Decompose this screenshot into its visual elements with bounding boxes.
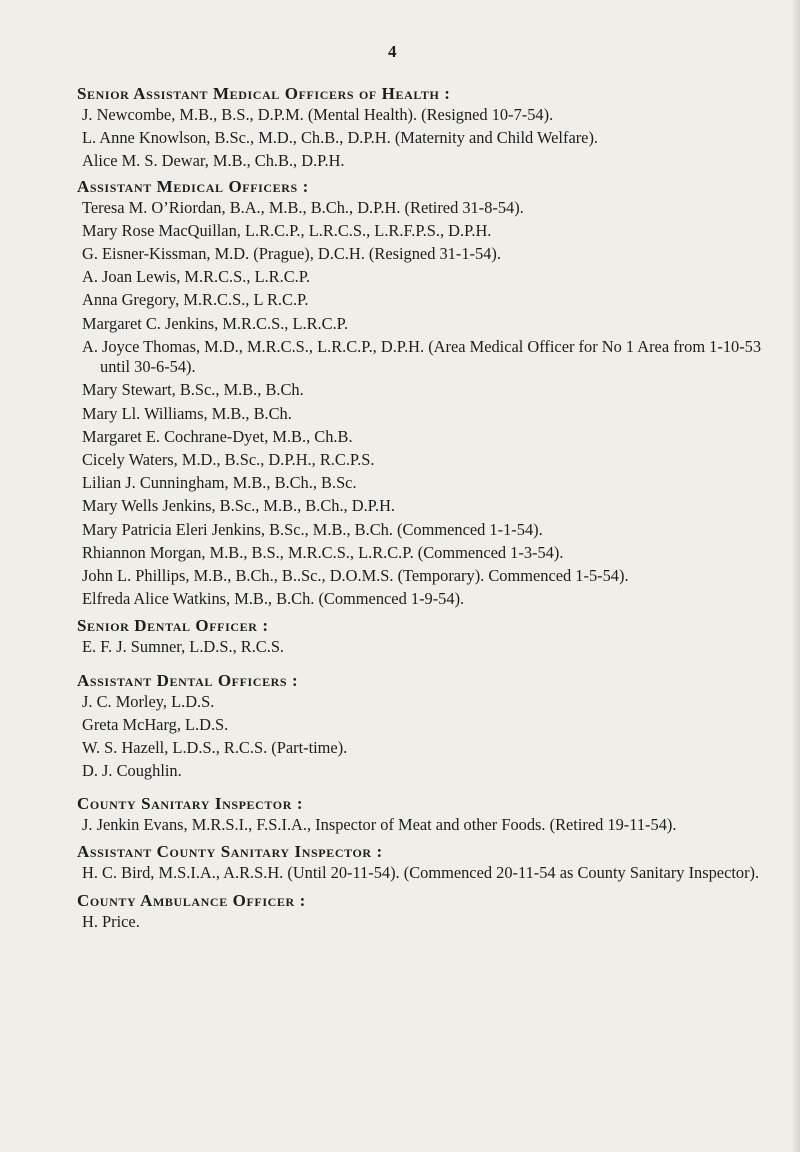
- section-heading: County Sanitary Inspector :: [77, 794, 304, 814]
- staff-entry: Lilian J. Cunningham, M.B., B.Ch., B.Sc.: [82, 473, 357, 493]
- staff-entry: Mary Ll. Williams, M.B., B.Ch.: [82, 403, 292, 423]
- staff-entry: J. Newcombe, M.B., B.S., D.P.M. (Mental Health). (Resigned 10-7-54).: [82, 105, 554, 124]
- section-assistant-county-sanitary-inspector: [77, 840, 777, 884]
- staff-entry: Margaret C. Jenkins, M.R.C.S., L.R.C.P.: [82, 313, 349, 333]
- staff-entry: A. Joyce Thomas, M.D., M.R.C.S., L.R.C.P., D.P.H. (Area Medical Officer for No 1 Area from 1-10-53 until 30-6-54).: [82, 336, 762, 377]
- section-heading: Assistant Dental Officers :: [77, 670, 299, 690]
- section-heading: Senior Assistant Medical Officers of Health :: [77, 84, 451, 103]
- section-heading: Assistant County Sanitary Inspector :: [77, 842, 383, 862]
- section-county-sanitary-inspector: [77, 792, 777, 836]
- staff-entry: G. Eisner-Kissman, M.D. (Prague), D.C.H. (Resigned 31-1-54).: [82, 243, 501, 263]
- staff-entry: H. Price.: [82, 911, 140, 931]
- staff-entry: E. F. J. Sumner, L.D.S., R.C.S.: [82, 637, 285, 657]
- section-senior-assistant-medical-officers: [77, 82, 777, 172]
- staff-entry: Greta McHarg, L.D.S.: [82, 714, 229, 734]
- section-heading: County Ambulance Officer :: [77, 890, 306, 910]
- section-assistant-medical-officers: [77, 175, 777, 610]
- section-senior-dental-officer: [77, 614, 777, 658]
- staff-entry: Rhiannon Morgan, M.B., B.S., M.R.C.S., L.R.C.P. (Commenced 1-3-54).: [82, 542, 564, 562]
- section-heading: Assistant Medical Officers :: [77, 176, 309, 196]
- staff-entry: Mary Patricia Eleri Jenkins, B.Sc., M.B., B.Ch. (Commenced 1-1-54).: [82, 519, 543, 539]
- staff-entry: Anna Gregory, M.R.C.S., L R.C.P.: [82, 290, 309, 310]
- staff-entry: Mary Wells Jenkins, B.Sc., M.B., B.Ch., D.P.H.: [82, 496, 396, 516]
- staff-entry: D. J. Coughlin.: [82, 761, 182, 781]
- page-edge-shadow: [793, 0, 800, 1152]
- staff-entry: J. Jenkin Evans, M.R.S.I., F.S.I.A., Inspector of Meat and other Foods. (Retired 19-11-54).: [82, 815, 677, 835]
- staff-entry: John L. Phillips, M.B., B.Ch., B..Sc., D.O.M.S. (Temporary). Commenced 1-5-54).: [82, 565, 629, 585]
- staff-entry: Teresa M. O’Riordan, B.A., M.B., B.Ch., D.P.H. (Retired 31-8-54).: [82, 197, 524, 217]
- staff-entry: Mary Rose MacQuillan, L.R.C.P., L.R.C.S., L.R.F.P.S., D.P.H.: [82, 220, 492, 240]
- staff-entry: W. S. Hazell, L.D.S., R.C.S. (Part-time).: [82, 737, 348, 757]
- staff-entry: Margaret E. Cochrane-Dyet, M.B., Ch.B.: [82, 426, 353, 446]
- staff-entry: Cicely Waters, M.D., B.Sc., D.P.H., R.C.P.S.: [82, 450, 375, 470]
- section-heading: Senior Dental Officer :: [77, 616, 269, 636]
- staff-entry: Mary Stewart, B.Sc., M.B., B.Ch.: [82, 380, 304, 400]
- section-county-ambulance-officer: [77, 889, 777, 933]
- staff-entry: L. Anne Knowlson, B.Sc., M.D., Ch.B., D.P.H. (Maternity and Child Welfare).: [82, 128, 599, 148]
- staff-list: [77, 82, 777, 935]
- staff-entry: H. C. Bird, M.S.I.A., A.R.S.H. (Until 20-11-54). (Commenced 20-11-54 as County Sanitary Inspector).: [82, 863, 760, 883]
- staff-entry: A. Joan Lewis, M.R.C.S., L.R.C.P.: [82, 267, 311, 287]
- page-number: 4: [388, 42, 398, 61]
- staff-entry: J. C. Morley, L.D.S.: [82, 691, 215, 711]
- staff-entry: Alice M. S. Dewar, M.B., Ch.B., D.P.H.: [82, 151, 345, 171]
- section-assistant-dental-officers: [77, 669, 777, 782]
- staff-entry: Elfreda Alice Watkins, M.B., B.Ch. (Commenced 1-9-54).: [82, 589, 465, 609]
